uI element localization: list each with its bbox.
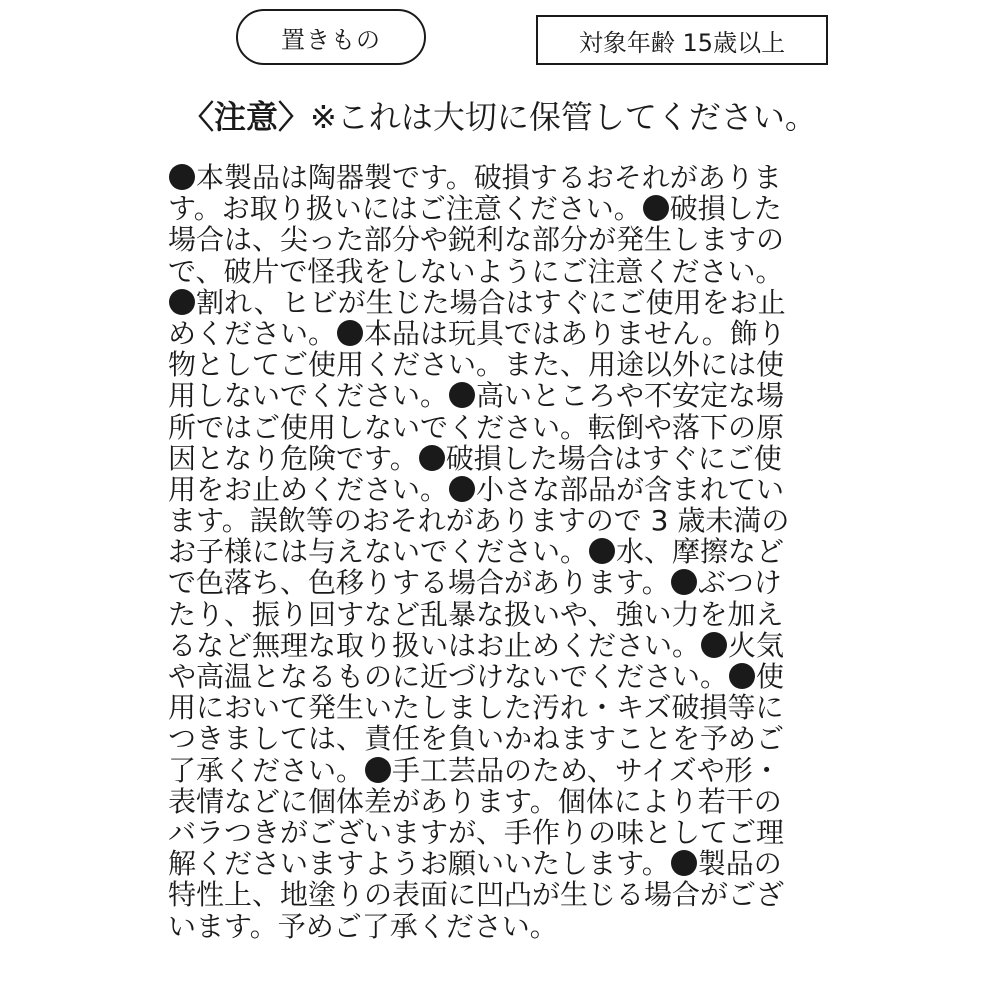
caution-line [168,879,858,910]
caution-line [168,256,858,287]
caution-text: たり、振り回すなど乱暴な扱いや、強い力を加え [168,597,784,631]
caution-text: 所ではご使用しないでください。転倒や落下の原 [168,410,785,444]
caution-line [168,567,858,598]
age-rating-label: 対象年齢 15歳以上 [578,28,786,57]
caution-text: 手工芸品のため、サイズや形・ [392,753,781,787]
product-type-label: 置きもの [281,25,381,54]
caution-line [168,443,858,474]
bullet-dot-icon [449,382,475,408]
caution-line [168,786,858,817]
caution-text: で色落ち、色移りする場合があります。 [168,566,670,600]
caution-text: お子様には与えないでください。 [168,535,589,569]
age-rating-box [536,15,828,65]
caution-text: 割れ、ヒビが生じた場合はすぐにご使用をお止 [196,285,786,319]
caution-line [168,661,858,692]
caution-line [168,287,858,318]
caution-text: 火気 [728,628,785,662]
caution-text: 破損した [669,192,782,226]
notice-heading [182,92,817,138]
caution-text: 特性上、地塗りの表面に凹凸が生じる場合がござ [168,878,785,912]
caution-text: 表情などに個体差があります。個体により若干の [168,784,782,818]
caution-line [168,536,858,567]
caution-line [168,193,858,224]
caution-line [168,755,858,786]
caution-text: 場合は、尖った部分や鋭利な部分が発生しますの [168,223,785,257]
caution-text: 解くださいますようお願いいたします。 [168,847,670,881]
caution-text: 用をお止めください。 [168,472,449,506]
caution-text: つきましては、責任を負いかねますことを予めご [168,722,785,756]
caution-text: 本品は玩具ではありません。飾り [364,316,786,350]
caution-text: で、破片で怪我をしないようにご注意ください。 [168,254,784,288]
caution-text: 物としてご使用ください。また、用途以外には使 [168,348,785,382]
bullet-dot-icon [729,663,755,689]
caution-line [168,380,858,411]
caution-text: 了承ください。 [168,753,365,787]
caution-line [168,474,858,505]
caution-text: す。お取り扱いにはご注意ください。 [168,192,642,226]
bullet-dot-icon [169,289,195,315]
caution-text: 高いところや不安定な場 [476,379,785,413]
caution-line [168,911,858,942]
notice-title: 〈注意〉 [182,98,311,136]
caution-text: ぶつけ [697,566,782,600]
caution-text: るなど無理な取り扱いはお止めください。 [168,628,701,662]
caution-text: 使 [756,660,785,693]
caution-text: います。予めご了承ください。 [168,909,558,943]
caution-text: 製品の [697,847,782,881]
caution-line [168,505,858,536]
caution-text: 小さな部品が含まれてい [476,472,785,506]
product-type-badge [236,9,426,65]
caution-line [168,723,858,754]
caution-line [168,349,858,380]
bullet-dot-icon [589,538,615,564]
caution-line [168,162,858,193]
caution-line [168,817,858,848]
caution-line [168,599,858,630]
bullet-dot-icon [671,569,697,595]
caution-line [168,412,858,443]
caution-text: バラつきがございますが、手作りの味としてご理 [168,815,785,849]
bullet-dot-icon [169,164,195,190]
caution-line [168,692,858,723]
caution-text: 用しないでください。 [168,379,449,413]
caution-line [168,224,858,255]
caution-text: や高温となるものに近づけないでください。 [168,660,729,693]
caution-text: めください。 [168,316,337,350]
caution-text: 水、摩擦など [616,535,785,569]
caution-text: 本製品は陶器製です。破損するおそれがありま [196,161,782,194]
caution-line [168,848,858,879]
caution-text: 用において発生いたしました汚れ・キズ破損等に [168,691,784,725]
bullet-dot-icon [671,850,697,876]
bullet-dot-icon [337,320,363,346]
bullet-dot-icon [365,757,391,783]
bullet-dot-icon [701,632,727,658]
caution-text: 破損した場合はすぐにご使 [445,441,782,475]
bullet-dot-icon [419,445,445,471]
bullet-dot-icon [643,195,669,221]
caution-text: ます。誤飲等のおそれがありますので 3 歳未満の [168,504,790,538]
bullet-dot-icon [449,476,475,502]
caution-text: 因となり危険です。 [168,441,418,475]
caution-line [168,630,858,661]
caution-text-block [168,162,858,942]
notice-text: ※これは大切に保管してください。 [310,98,817,136]
caution-line [168,318,858,349]
